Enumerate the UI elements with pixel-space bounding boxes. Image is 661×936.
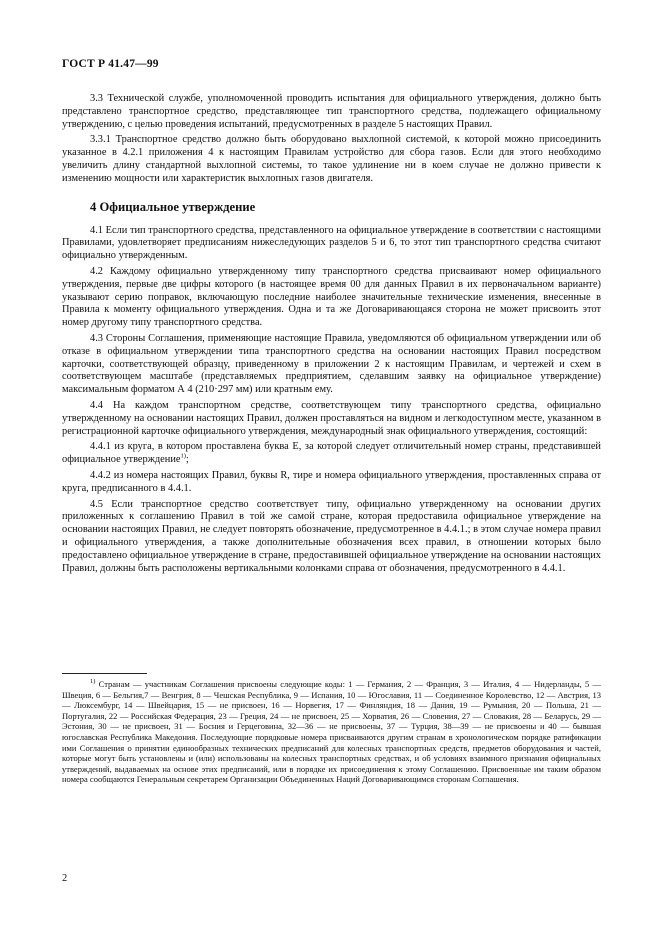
paragraph-3-3-1: 3.3.1 Транспортное средство должно быть оборудовано выхлопной системой, к которой можно присоединить указанное в 4.2.1 приложения 4 к настоящим Правилам устройство для сбора газов. Если для этого необходимо увеличить длину стандартной выхлопной системы, то такое удлинение ни в коем случае не должно привести к изменению мощности или характеристик выхлопных газов двигателя. (62, 134, 601, 184)
footnote (62, 679, 601, 785)
paragraph-4-4-1 (62, 441, 601, 467)
footnote-ref: 1) (180, 452, 186, 460)
footnote-divider (62, 673, 147, 674)
paragraph-4-4-1-text: 4.4.1 из круга, в котором проставлена буква E, за которой следует отличительный номер страны, представившей официальное утверждение (62, 441, 601, 466)
footnote-marker: 1) (90, 678, 96, 686)
paragraph-4-4-1-tail: ; (185, 454, 189, 466)
document-header: ГОСТ Р 41.47—99 (62, 58, 159, 70)
paragraph-3-3: 3.3 Технической службе, уполномоченной проводить испытания для официального утверждения, должно быть представлено транспортное средство, представляющее тип транспортного средства, подлежащего официальному утверждению, с целью проведения испытаний, предусмотренных в разделе 5 настоящих Правил. (62, 93, 601, 130)
page-number: 2 (62, 873, 68, 884)
paragraph-4-3: 4.3 Стороны Соглашения, применяющие настоящие Правила, уведомляются об официальном утверждении или об отказе в официальном утверждении типа транспортного средства на основании настоящих Правил посредством карточки, соответствующей образцу, приведенному в приложении 2 к настоящим Правилам, и чертежей и схем в соответствующем масштабе (представляемых предприятием, сделавшим заявку на официальное утверждение) максимальным форматом А 4 (210·297 мм) или кратным ему. (62, 332, 601, 396)
paragraph-4-2: 4.2 Каждому официально утвержденному типу транспортного средства присваивают номер официального утверждения, первые две цифры которого (в настоящее время 00 для данных Правил в их первоначальном варианте) указывают серию поправок, включающую последние наиболее значительные технические изменения, внесенные в Правила к моменту официального утверждения. Одна и та же Договаривающаяся сторона не может присвоить этот номер другому типу транспортного средства. (62, 265, 601, 329)
paragraph-4-1: 4.1 Если тип транспортного средства, представленного на официальное утверждение в соответствии с настоящими Правилами, удовлетворяет предписаниям нижеследующих разделов 5 и 6, то этот тип транспортного средства считают официально утвержденным. (62, 224, 601, 262)
document-body (62, 93, 601, 578)
paragraph-4-4: 4.4 На каждом транспортном средстве, соответствующем типу транспортного средства, официально утвержденному на основании настоящих Правил, должен проставляться на видном и легкодоступном месте, указанном в регистрационной карточке официального утверждения, международный знак официального утверждения, состоящий: (62, 399, 601, 437)
section-title: 4 Официальное утверждение (90, 199, 256, 214)
paragraph-4-4-2: 4.4.2 из номера настоящих Правил, буквы R, тире и номера официального утверждения, проставленных справа от круга, предписанного в 4.4.1. (62, 469, 601, 494)
footnote-text (62, 679, 601, 785)
paragraph-4-5: 4.5 Если транспортное средство соответствует типу, официально утвержденному на основании других приложенных к соглашению Правил в той же самой стране, которая предоставила официальное утверждение на основании настоящих Правил, не следует повторять обозначение, предусмотренное в 4.4.1.; в этом случае номера правил и официального утверждения, а также дополнительные обозначения всех правил, в отношении которых было предоставлено официальное утверждение в стране, предоставившей официальное утверждение на основании настоящих Правил, должны быть расположены вертикальными колонками справа от обозначения, предусмотренного в 4.4.1. (62, 498, 601, 574)
footnote-body: Странам — участникам Соглашения присвоены следующие коды: 1 — Германия, 2 — Франция, 3 — Италия, 4 — Нидерланды, 5 — Швеция, 6 — Бельгия,7 — Венгрия, 8 — Чешская Республика, 9 — Испания, 10 — Югославия, 11 — Соединенное Королевство, 12 — Австрия, 13 — Люксембург, 14 — Швейцария, 15 — не присвоен, 16 — Норвегия, 17 — Финляндия, 18 — Дания, 19 — Румыния, 20 — Польша, 21 — Португалия, 22 — Российская Федерация, 23 — Греция, 24 — не присвоен, 25 — Хорватия, 26 — Словения, 27 — Словакия, 28 — Беларусь, 29 — Эстония, 30 — не присвоен, 31 — Босния и Герцеговина, 32—36 — не присвоены, 37 — Турция, 38—39 — не присвоены и 40 — бывшая югославская Республика Македония. Последующие порядковые номера присваиваются другим странам в хронологическом порядке ратификации ими Соглашения о принятии единообразных технических предписаний для колесных транспортных средств, предметов оборудования и частей, которые могут быть установлены и (или) использованы на колесных транспортных средствах, и об условиях взаимного признания официальных утверждений, выдаваемых на основе этих предписаний, или в порядке их присоединения к этому Соглашению. Присвоенные им таким образом номера сообщаются Генеральным секретарем Организации Объединенных Наций Договаривающимся сторонам Соглашения. (62, 679, 601, 785)
